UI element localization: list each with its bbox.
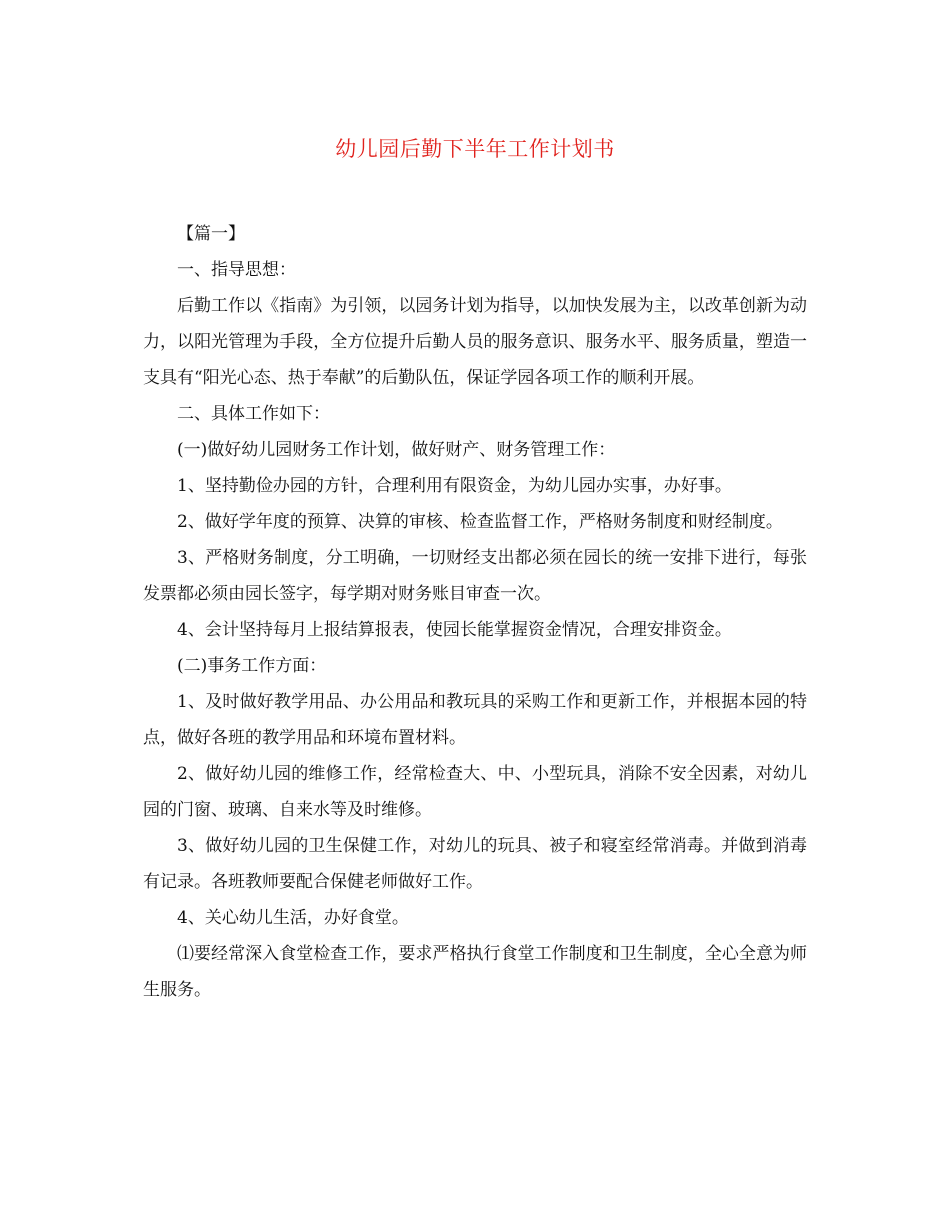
document-body <box>143 216 807 1008</box>
section-heading-part-one: 【篇一】 <box>177 224 245 244</box>
affairs-item-1: 1、及时做好教学用品、办公用品和教玩具的采购工作和更新工作，并根据本园的特点，做好各班的教学用品和环境布置材料。 <box>143 692 807 748</box>
heading-specific-work: 二、具体工作如下： <box>177 404 330 424</box>
subheading-finance-work: (一)做好幼儿园财务工作计划，做好财产、财务管理工作： <box>177 440 616 460</box>
document-title: 幼儿园后勤下半年工作计划书 <box>335 137 615 161</box>
subheading-affairs-work: (二)事务工作方面： <box>177 656 327 676</box>
finance-item-2: 2、做好学年度的预算、决算的审核、检查监督工作，严格财务制度和财经制度。 <box>177 512 783 532</box>
affairs-item-3: 3、做好幼儿园的卫生保健工作，对幼儿的玩具、被子和寝室经常消毒。并做到消毒有记录。各班教师要配合保健老师做好工作。 <box>143 836 807 892</box>
finance-item-1: 1、坚持勤俭办园的方针，合理利用有限资金，为幼儿园办实事，办好事。 <box>177 476 732 496</box>
finance-item-4: 4、会计坚持每月上报结算报表，使园长能掌握资金情况，合理安排资金。 <box>177 620 732 640</box>
finance-item-3: 3、严格财务制度，分工明确，一切财经支出都必须在园长的统一安排下进行，每张发票都必须由园长签字，每学期对财务账目审查一次。 <box>143 548 807 604</box>
heading-guiding-ideology: 一、指导思想： <box>177 260 296 280</box>
canteen-item-1: ⑴要经常深入食堂检查工作，要求严格执行食堂工作制度和卫生制度，全心全意为师生服务。 <box>143 944 807 1000</box>
affairs-item-4: 4、关心幼儿生活，办好食堂。 <box>177 908 409 928</box>
paragraph-guiding-ideology: 后勤工作以《指南》为引领，以园务计划为指导，以加快发展为主，以改革创新为动力，以阳光管理为手段，全方位提升后勤人员的服务意识、服务水平、服务质量，塑造一支具有“阳光心态、热于奉献”的后勤队伍，保证学园各项工作的顺利开展。 <box>143 296 807 388</box>
affairs-item-2: 2、做好幼儿园的维修工作，经常检查大、中、小型玩具，消除不安全因素，对幼儿园的门窗、玻璃、自来水等及时维修。 <box>143 764 807 820</box>
